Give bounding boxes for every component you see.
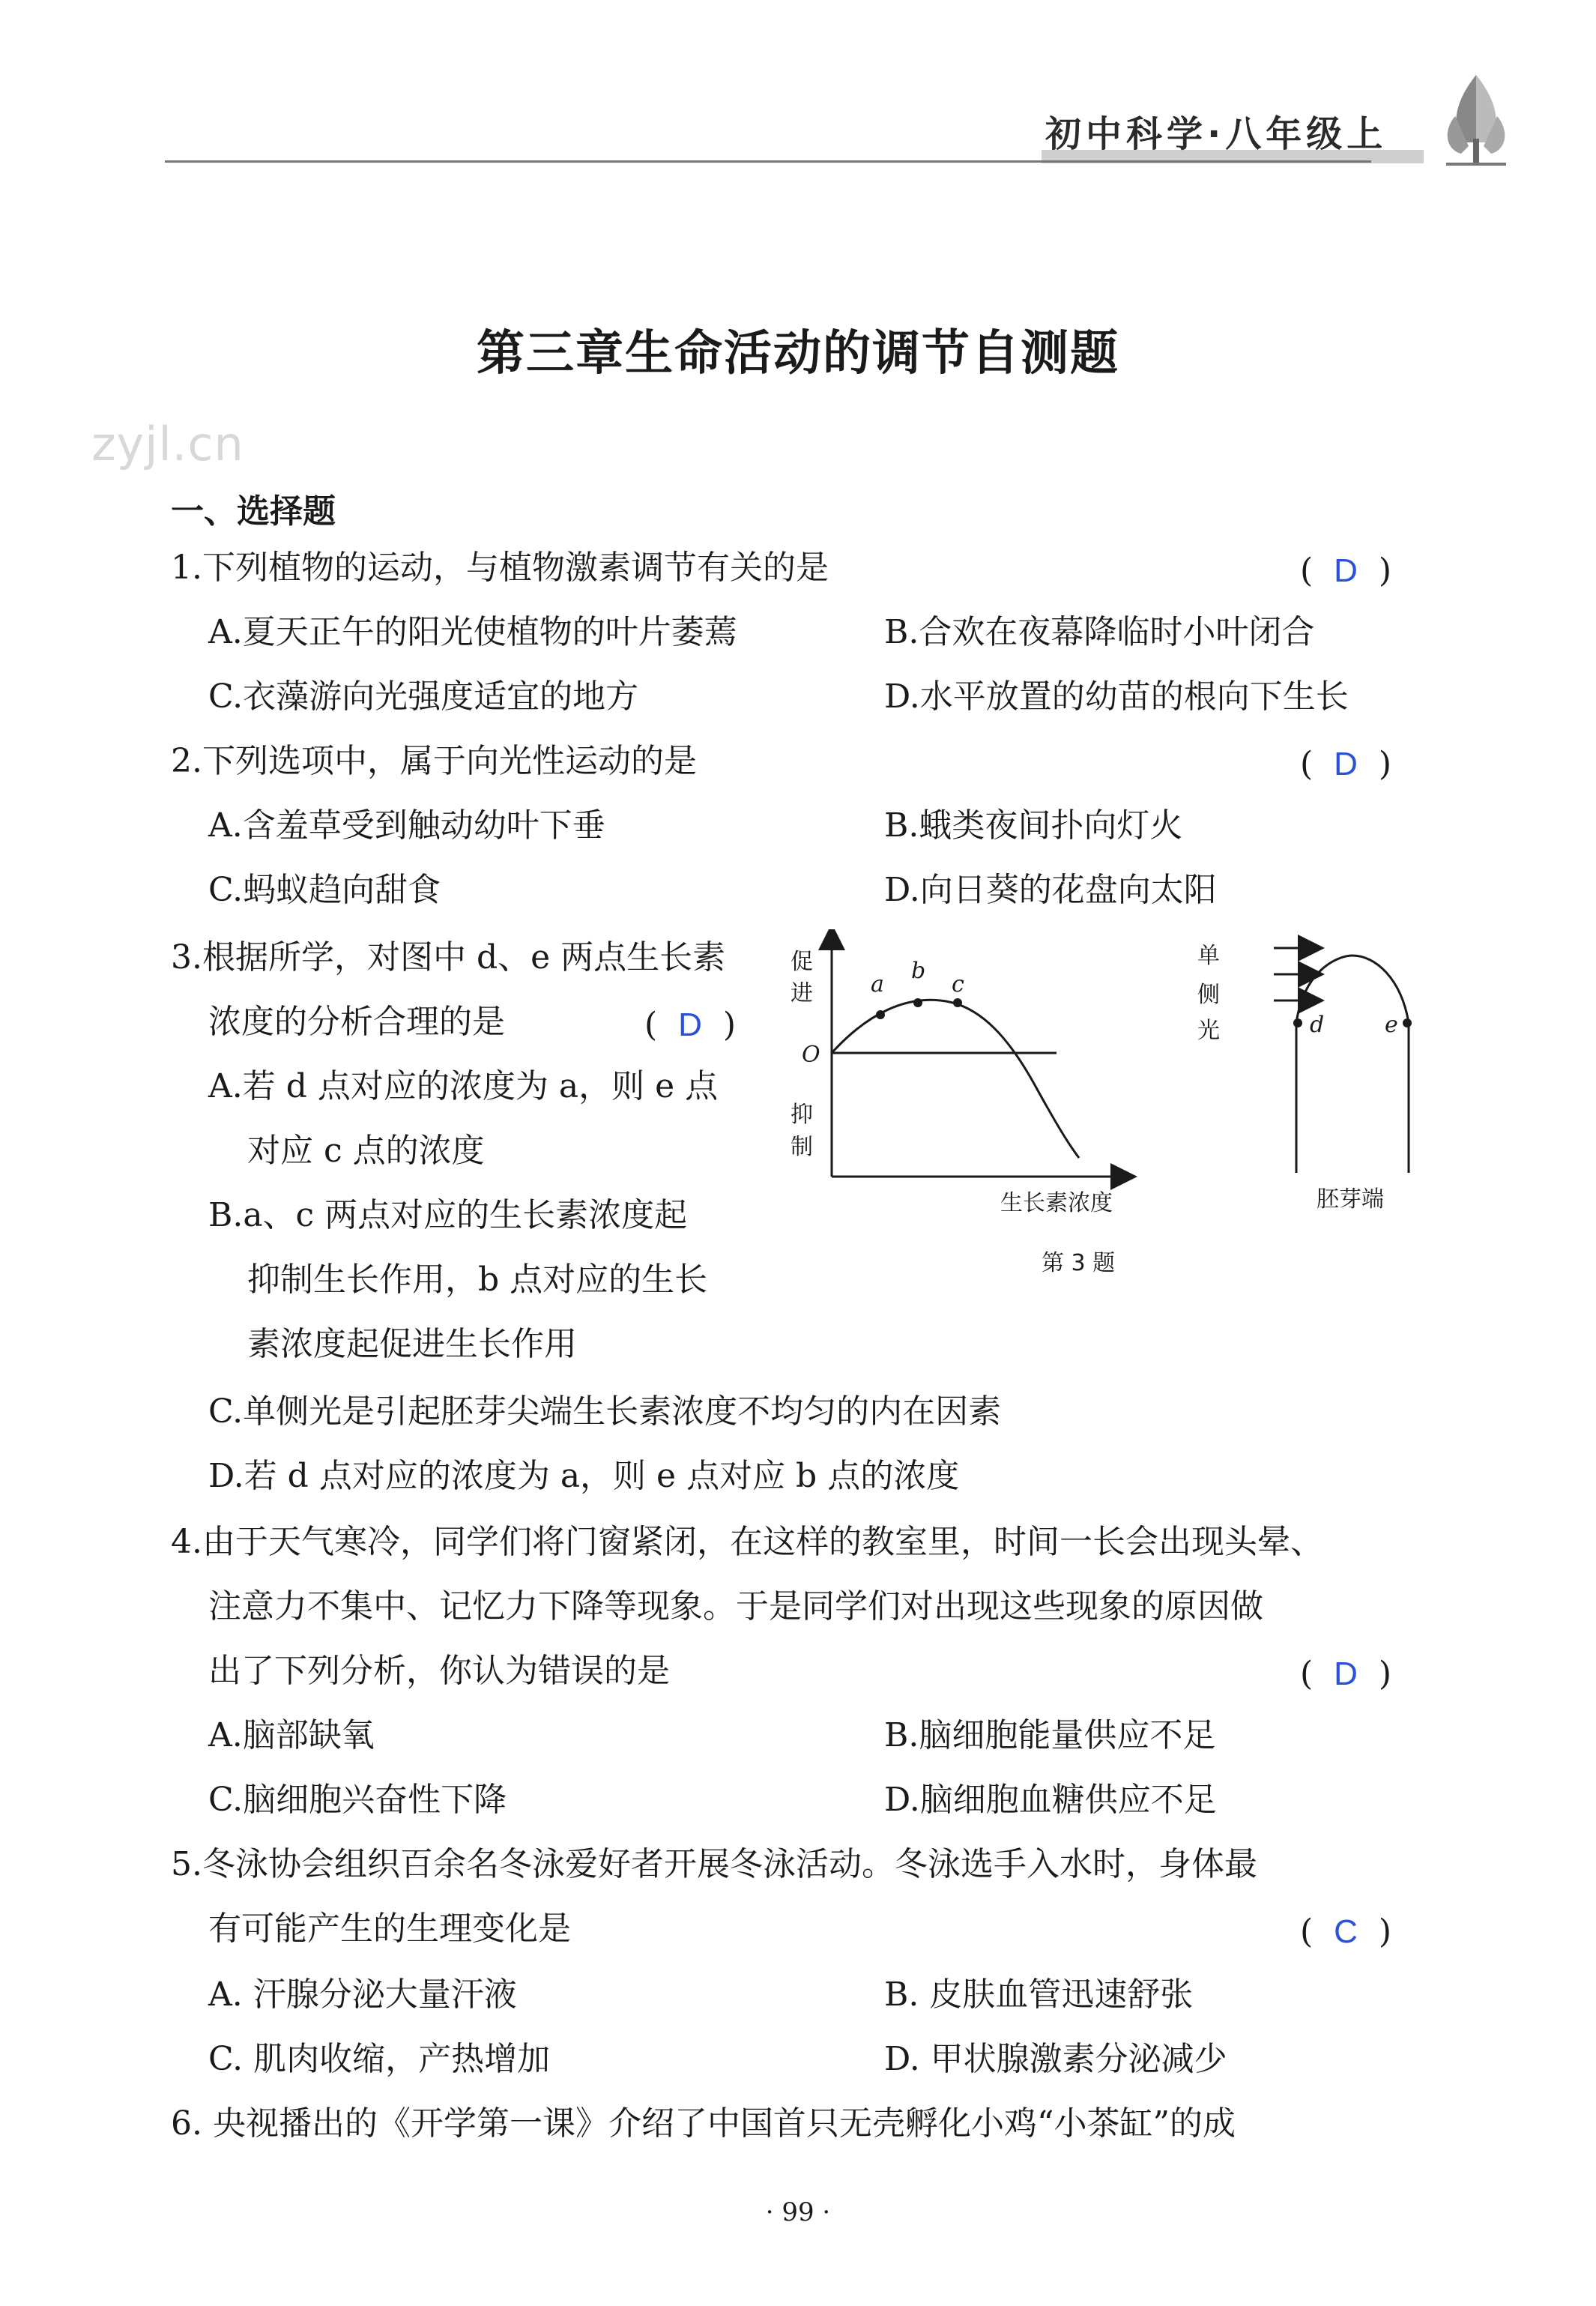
point-d-marker	[1293, 1018, 1302, 1027]
q3-answer-letter: D	[678, 1006, 702, 1043]
q5-option-d: D. 甲状腺激素分泌减少	[884, 2040, 1227, 2078]
q3-option-d: D.若 d 点对应的浓度为 a，则 e 点对应 b 点的浓度	[208, 1457, 960, 1495]
watermark: zyjl.cn	[91, 417, 244, 471]
point-a-label: a	[871, 971, 884, 997]
q3-option-b-line2: 抑制生长作用，b 点对应的生长	[247, 1261, 708, 1299]
q1-answer: ( D )	[1300, 552, 1392, 590]
x-axis-label: 生长素浓度	[1000, 1190, 1113, 1216]
q3-option-b-line3: 素浓度起促进生长作用	[247, 1325, 577, 1363]
q1-option-c: C.衣藻游向光强度适宜的地方	[208, 677, 639, 716]
q4-answer-letter: D	[1334, 1655, 1358, 1692]
origin-label: O	[802, 1042, 820, 1068]
q1-option-a: A.夏天正午的阳光使植物的叶片萎蔫	[208, 613, 737, 651]
sprout-figure	[1229, 933, 1424, 1180]
q1-stem: 1.下列植物的运动，与植物激素调节有关的是	[171, 549, 829, 587]
q2-option-a: A.含羞草受到触动幼叶下垂	[208, 806, 605, 845]
q4-answer: ( D )	[1300, 1655, 1392, 1693]
y-label-promote-2: 进	[791, 980, 813, 1006]
q2-answer-letter: D	[1334, 746, 1358, 782]
q5-answer: ( C )	[1300, 1913, 1392, 1951]
q4-option-d: D.脑细胞血糖供应不足	[884, 1781, 1217, 1819]
point-b-label: b	[911, 958, 926, 984]
q4-stem-line3: 出了下列分析，你认为错误的是	[208, 1652, 670, 1690]
q2-answer: ( D )	[1300, 745, 1392, 783]
q2-stem: 2.下列选项中，属于向光性运动的是	[171, 742, 697, 780]
point-d-label: d	[1310, 1012, 1325, 1038]
q3-answer: ( D )	[644, 1006, 737, 1044]
q2-option-b: B.蛾类夜间扑向灯火	[884, 806, 1183, 845]
light-label-1: 单	[1197, 943, 1220, 969]
point-c-label: c	[952, 971, 964, 997]
q3-option-a-line2: 对应 c 点的浓度	[247, 1132, 485, 1170]
point-c-marker	[953, 998, 962, 1007]
q2-option-c: C.蚂蚁趋向甜食	[208, 871, 441, 909]
q3-option-a-line1: A.若 d 点对应的浓度为 a，则 e 点	[208, 1067, 719, 1105]
y-label-inhibit-1: 抑	[791, 1102, 813, 1128]
q6-stem-line1: 6. 央视播出的《开学第一课》介绍了中国首只无壳孵化小鸡“小茶缸”的成	[171, 2104, 1236, 2143]
section-heading: 一、选择题	[171, 492, 336, 531]
q3-stem-line2: 浓度的分析合理的是	[208, 1003, 505, 1041]
y-label-promote-1: 促	[791, 949, 813, 975]
q1-option-b: B.合欢在夜幕降临时小叶闭合	[884, 613, 1315, 651]
sprout-label: 胚芽端	[1317, 1186, 1384, 1213]
figure-caption: 第 3 题	[1042, 1250, 1116, 1276]
q1-answer-letter: D	[1334, 552, 1358, 589]
q2-option-d: D.向日葵的花盘向太阳	[884, 871, 1217, 909]
page-title: 第三章生命活动的调节自测题	[477, 325, 1119, 381]
point-e-label: e	[1385, 1012, 1398, 1038]
q4-stem-line1: 4.由于天气寒冷，同学们将门窗紧闭，在这样的教室里，时间一长会出现头晕、	[171, 1523, 1323, 1561]
q3-stem-line1: 3.根据所学，对图中 d、e 两点生长素	[171, 938, 726, 977]
sprout-outline	[1296, 956, 1409, 1173]
q4-option-c: C.脑细胞兴奋性下降	[208, 1781, 507, 1819]
header-title: 初中科学·八年级上	[1045, 113, 1388, 155]
q5-stem-line2: 有可能产生的生理变化是	[208, 1910, 571, 1948]
q5-option-c: C. 肌肉收缩，产热增加	[208, 2040, 551, 2078]
q5-answer-letter: C	[1334, 1913, 1358, 1950]
q4-option-a: A.脑部缺氧	[208, 1716, 375, 1754]
tree-logo-icon	[1439, 71, 1514, 169]
point-a-marker	[876, 1010, 885, 1019]
q4-stem-line2: 注意力不集中、记忆力下降等现象。于是同学们对出现这些现象的原因做	[208, 1587, 1263, 1626]
page-number: · 99 ·	[765, 2197, 831, 2227]
point-e-marker	[1403, 1018, 1412, 1027]
q3-option-b-line1: B.a、c 两点对应的生长素浓度起	[208, 1196, 688, 1234]
y-label-inhibit-2: 制	[791, 1134, 813, 1160]
growth-curve	[832, 1000, 1079, 1158]
q5-option-a: A. 汗腺分泌大量汗液	[208, 1976, 517, 2014]
header-rule	[165, 160, 1371, 163]
point-b-marker	[913, 998, 922, 1007]
light-label-2: 侧	[1197, 982, 1220, 1008]
q5-option-b: B. 皮肤血管迅速舒张	[884, 1976, 1194, 2014]
q3-option-c: C.单侧光是引起胚芽尖端生长素浓度不均匀的内在因素	[208, 1392, 1002, 1431]
q4-option-b: B.脑细胞能量供应不足	[884, 1716, 1216, 1754]
q5-stem-line1: 5.冬泳协会组织百余名冬泳爱好者开展冬泳活动。冬泳选手入水时，身体最	[171, 1845, 1257, 1883]
light-label-3: 光	[1197, 1018, 1220, 1044]
q1-option-d: D.水平放置的幼苗的根向下生长	[884, 677, 1349, 716]
